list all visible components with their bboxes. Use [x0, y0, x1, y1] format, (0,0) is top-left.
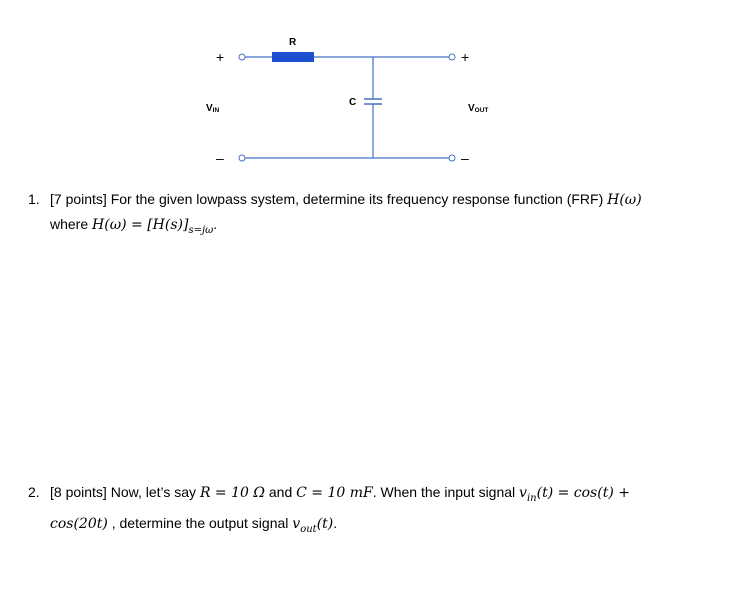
question-2-text-c: . When the input signal: [372, 484, 516, 500]
vout-label: [468, 103, 488, 114]
terminal-top-right: [449, 54, 455, 60]
question-2-math-b: C = 10 mF: [296, 485, 373, 501]
vin-label: [206, 103, 219, 114]
question-1-text-b: where: [50, 216, 89, 232]
question-2-line-2: [28, 511, 728, 542]
terminal-top-left: [239, 54, 245, 60]
minus-left: –: [216, 150, 224, 166]
question-2-math-a: R = 10 Ω: [199, 485, 265, 501]
question-1-math-b: H(ω) = [H(s)]: [92, 217, 189, 233]
vin-label-main: V: [206, 103, 213, 114]
question-2-math-g: (t): [316, 515, 334, 532]
question-2-math-d: (t) = cos(t) +: [536, 485, 630, 501]
circuit-diagram: [0, 0, 750, 180]
question-2-text-e: .: [333, 514, 338, 531]
capacitor-label: C: [349, 97, 357, 108]
terminal-bottom-left: [239, 155, 245, 161]
question-1: [28, 187, 728, 243]
question-1-text-a: [7 points] For the given lowpass system, determine its frequency response function (FRF): [50, 191, 604, 207]
question-1-number: 1.: [28, 191, 40, 207]
question-2-math-c: v: [519, 485, 527, 501]
question-2-text-a: [8 points] Now, let’s say: [50, 484, 197, 500]
question-2-text-d: , determine the output signal: [111, 514, 289, 531]
terminal-bottom-right: [449, 155, 455, 161]
vout-label-main: V: [468, 103, 475, 114]
resistor-label: R: [289, 37, 297, 48]
question-1-text-c: .: [213, 216, 218, 232]
question-2-math-f: v: [292, 515, 301, 532]
plus-right: +: [461, 49, 470, 65]
question-2-text-b: and: [268, 484, 293, 500]
question-2: [28, 480, 728, 542]
question-2-number: 2.: [28, 484, 40, 500]
question-2-math-e: cos(20t): [50, 515, 108, 532]
vin-label-sub: IN: [212, 107, 220, 114]
vout-label-sub: OUT: [474, 107, 489, 114]
question-1-math-a: H(ω): [607, 192, 642, 208]
question-2-math-f-sub: out: [300, 523, 317, 535]
question-1-math-b-sub: s=jω: [188, 224, 214, 236]
question-1-line-2: [28, 212, 728, 243]
resistor: [272, 52, 314, 62]
minus-right: –: [461, 150, 469, 166]
plus-left: +: [216, 49, 225, 65]
question-2-math-c-sub: in: [526, 492, 537, 504]
